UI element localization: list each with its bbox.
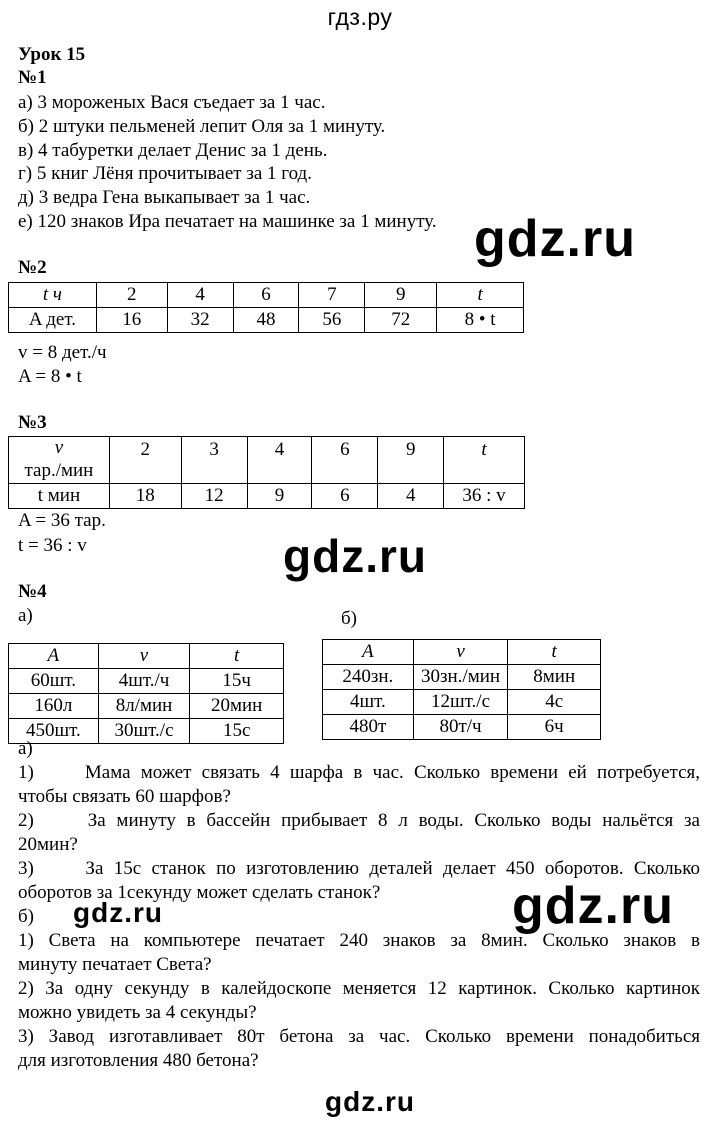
table-cell: 9 (247, 484, 312, 509)
table-cell: 4 (167, 283, 233, 308)
problem-line: 20мин? (18, 834, 78, 855)
problem-line: минуту печатает Света? (18, 954, 212, 975)
table-cell: 6 (312, 437, 378, 484)
table-row (323, 715, 601, 740)
table-cell: 30шт./с (98, 719, 190, 744)
table-row (9, 644, 284, 669)
task1-label: №1 (18, 67, 47, 88)
table-row (9, 669, 284, 694)
task4-table-b (322, 639, 601, 740)
table-cell: t мин (9, 484, 110, 509)
table-cell: t ч (9, 283, 97, 308)
watermark: gdz.ru (73, 897, 163, 928)
table-cell: 36 : v (444, 484, 525, 509)
table-cell: 12шт./с (413, 690, 508, 715)
table-cell: 6ч (508, 715, 601, 740)
table-cell: 60шт. (9, 669, 99, 694)
problem-line: можно увидеть за 4 секунды? (18, 1002, 257, 1023)
task2-formula: v = 8 дет./ч (18, 342, 107, 363)
table-cell: t (190, 644, 284, 669)
table-cell: 480т (323, 715, 414, 740)
table-cell: 8мин (508, 665, 601, 690)
table-cell: t (437, 283, 524, 308)
task2-formula: A = 8 • t (18, 366, 82, 387)
task1-line: в) 4 табуретки делает Денис за 1 день. (18, 140, 328, 161)
task3-table (8, 436, 525, 509)
task3-formula: t = 36 : v (18, 535, 87, 556)
problem-line: 1) Мама может связать 4 шарфа в час. Сколько времени ей потребуется, (18, 762, 700, 783)
watermark: gdz.ru (325, 1086, 415, 1117)
table-cell: 32 (167, 308, 233, 333)
table-cell: 15с (190, 719, 284, 744)
table-cell: 80т/ч (413, 715, 508, 740)
problem-line: 1) Света на компьютере печатает 240 знаков за 8мин. Сколько знаков в (18, 930, 700, 951)
table-cell-line: v (54, 437, 64, 459)
table-cell: 4с (508, 690, 601, 715)
table-cell: 72 (365, 308, 437, 333)
table-cell: 8л/мин (98, 694, 190, 719)
table-cell: 450шт. (9, 719, 99, 744)
problem-line: 2) За минуту в бассейн прибывает 8 л воды. Сколько воды нальётся за (18, 810, 700, 831)
table-cell: 56 (299, 308, 365, 333)
task1-line: а) 3 мороженых Вася съедает за 1 час. (18, 92, 326, 113)
task3-label: №3 (18, 412, 47, 433)
table-cell: 15ч (190, 669, 284, 694)
table-cell: 9 (378, 437, 444, 484)
table-cell: 4шт. (323, 690, 414, 715)
problem-line: для изготовления 480 бетона? (18, 1050, 259, 1071)
table-cell: 16 (96, 308, 167, 333)
table-cell: 48 (233, 308, 299, 333)
table-cell: 30зн./мин (413, 665, 508, 690)
table-cell (9, 437, 110, 484)
table-cell: v (98, 644, 190, 669)
site-header: гдз.ру (327, 4, 393, 30)
table-cell: 12 (181, 484, 247, 509)
task2-table (8, 282, 524, 333)
table-row (9, 484, 525, 509)
table-cell: v (413, 640, 508, 665)
table-row (323, 690, 601, 715)
table-cell: 6 (233, 283, 299, 308)
lesson-title: Урок 15 (18, 44, 86, 65)
table-cell: 4 (247, 437, 312, 484)
table-cell: 4 (378, 484, 444, 509)
table-cell: 2 (96, 283, 167, 308)
table-cell: t (444, 437, 525, 484)
table-row (9, 719, 284, 744)
table-cell: t (508, 640, 601, 665)
table-row (9, 437, 525, 484)
table-cell: A дет. (9, 308, 97, 333)
table-cell: A (9, 644, 99, 669)
table-cell: 160л (9, 694, 99, 719)
table-row (9, 283, 524, 308)
table-cell: 20мин (190, 694, 284, 719)
table-cell: A (323, 640, 414, 665)
table-cell: 9 (365, 283, 437, 308)
table-row (323, 665, 601, 690)
table-cell: 6 (312, 484, 378, 509)
table-cell: 8 • t (437, 308, 524, 333)
task1-line: е) 120 знаков Ира печатает на машинке за 1 минуту. (18, 211, 437, 232)
problem-line: 3) За 15с станок по изготовлению деталей делает 450 оборотов. Сколько (18, 858, 700, 879)
table-cell: 3 (181, 437, 247, 484)
table-cell: 7 (299, 283, 365, 308)
table-cell-line: тар./мин (24, 460, 94, 481)
watermark: gdz.ru (512, 877, 674, 935)
table-cell: 4шт./ч (98, 669, 190, 694)
task2-label: №2 (18, 257, 47, 278)
task1-line: д) 3 ведра Гена выкапывает за 1 час. (18, 187, 311, 208)
problem-line: чтобы связать 60 шарфов? (18, 786, 231, 807)
table-cell: 18 (109, 484, 181, 509)
table-row (9, 308, 524, 333)
watermark: gdz.ru (283, 530, 427, 582)
table-row (323, 640, 601, 665)
task4-sub-a: а) (18, 605, 33, 626)
task4-label: №4 (18, 581, 47, 602)
table-row (9, 694, 284, 719)
problem-line: оборотов за 1секунду может сделать станок? (18, 882, 381, 903)
task1-line: г) 5 книг Лёня прочитывает за 1 год. (18, 163, 312, 184)
table-cell: 240зн. (323, 665, 414, 690)
part-b-label: б) (18, 906, 34, 927)
problem-line: 3) Завод изготавливает 80т бетона за час. Сколько времени понадобиться (18, 1026, 700, 1047)
watermark: gdz.ru (474, 210, 636, 268)
problem-line: 2) За одну секунду в калейдоскопе меняется 12 картинок. Сколько картинок (18, 978, 700, 999)
task4-table-a (8, 643, 284, 744)
table-cell: 2 (109, 437, 181, 484)
task3-formula: A = 36 тар. (18, 510, 106, 531)
task4-sub-b: б) (341, 608, 357, 629)
task1-line: б) 2 штуки пельменей лепит Оля за 1 минуту. (18, 116, 386, 137)
part-a-label: а) (18, 738, 33, 759)
